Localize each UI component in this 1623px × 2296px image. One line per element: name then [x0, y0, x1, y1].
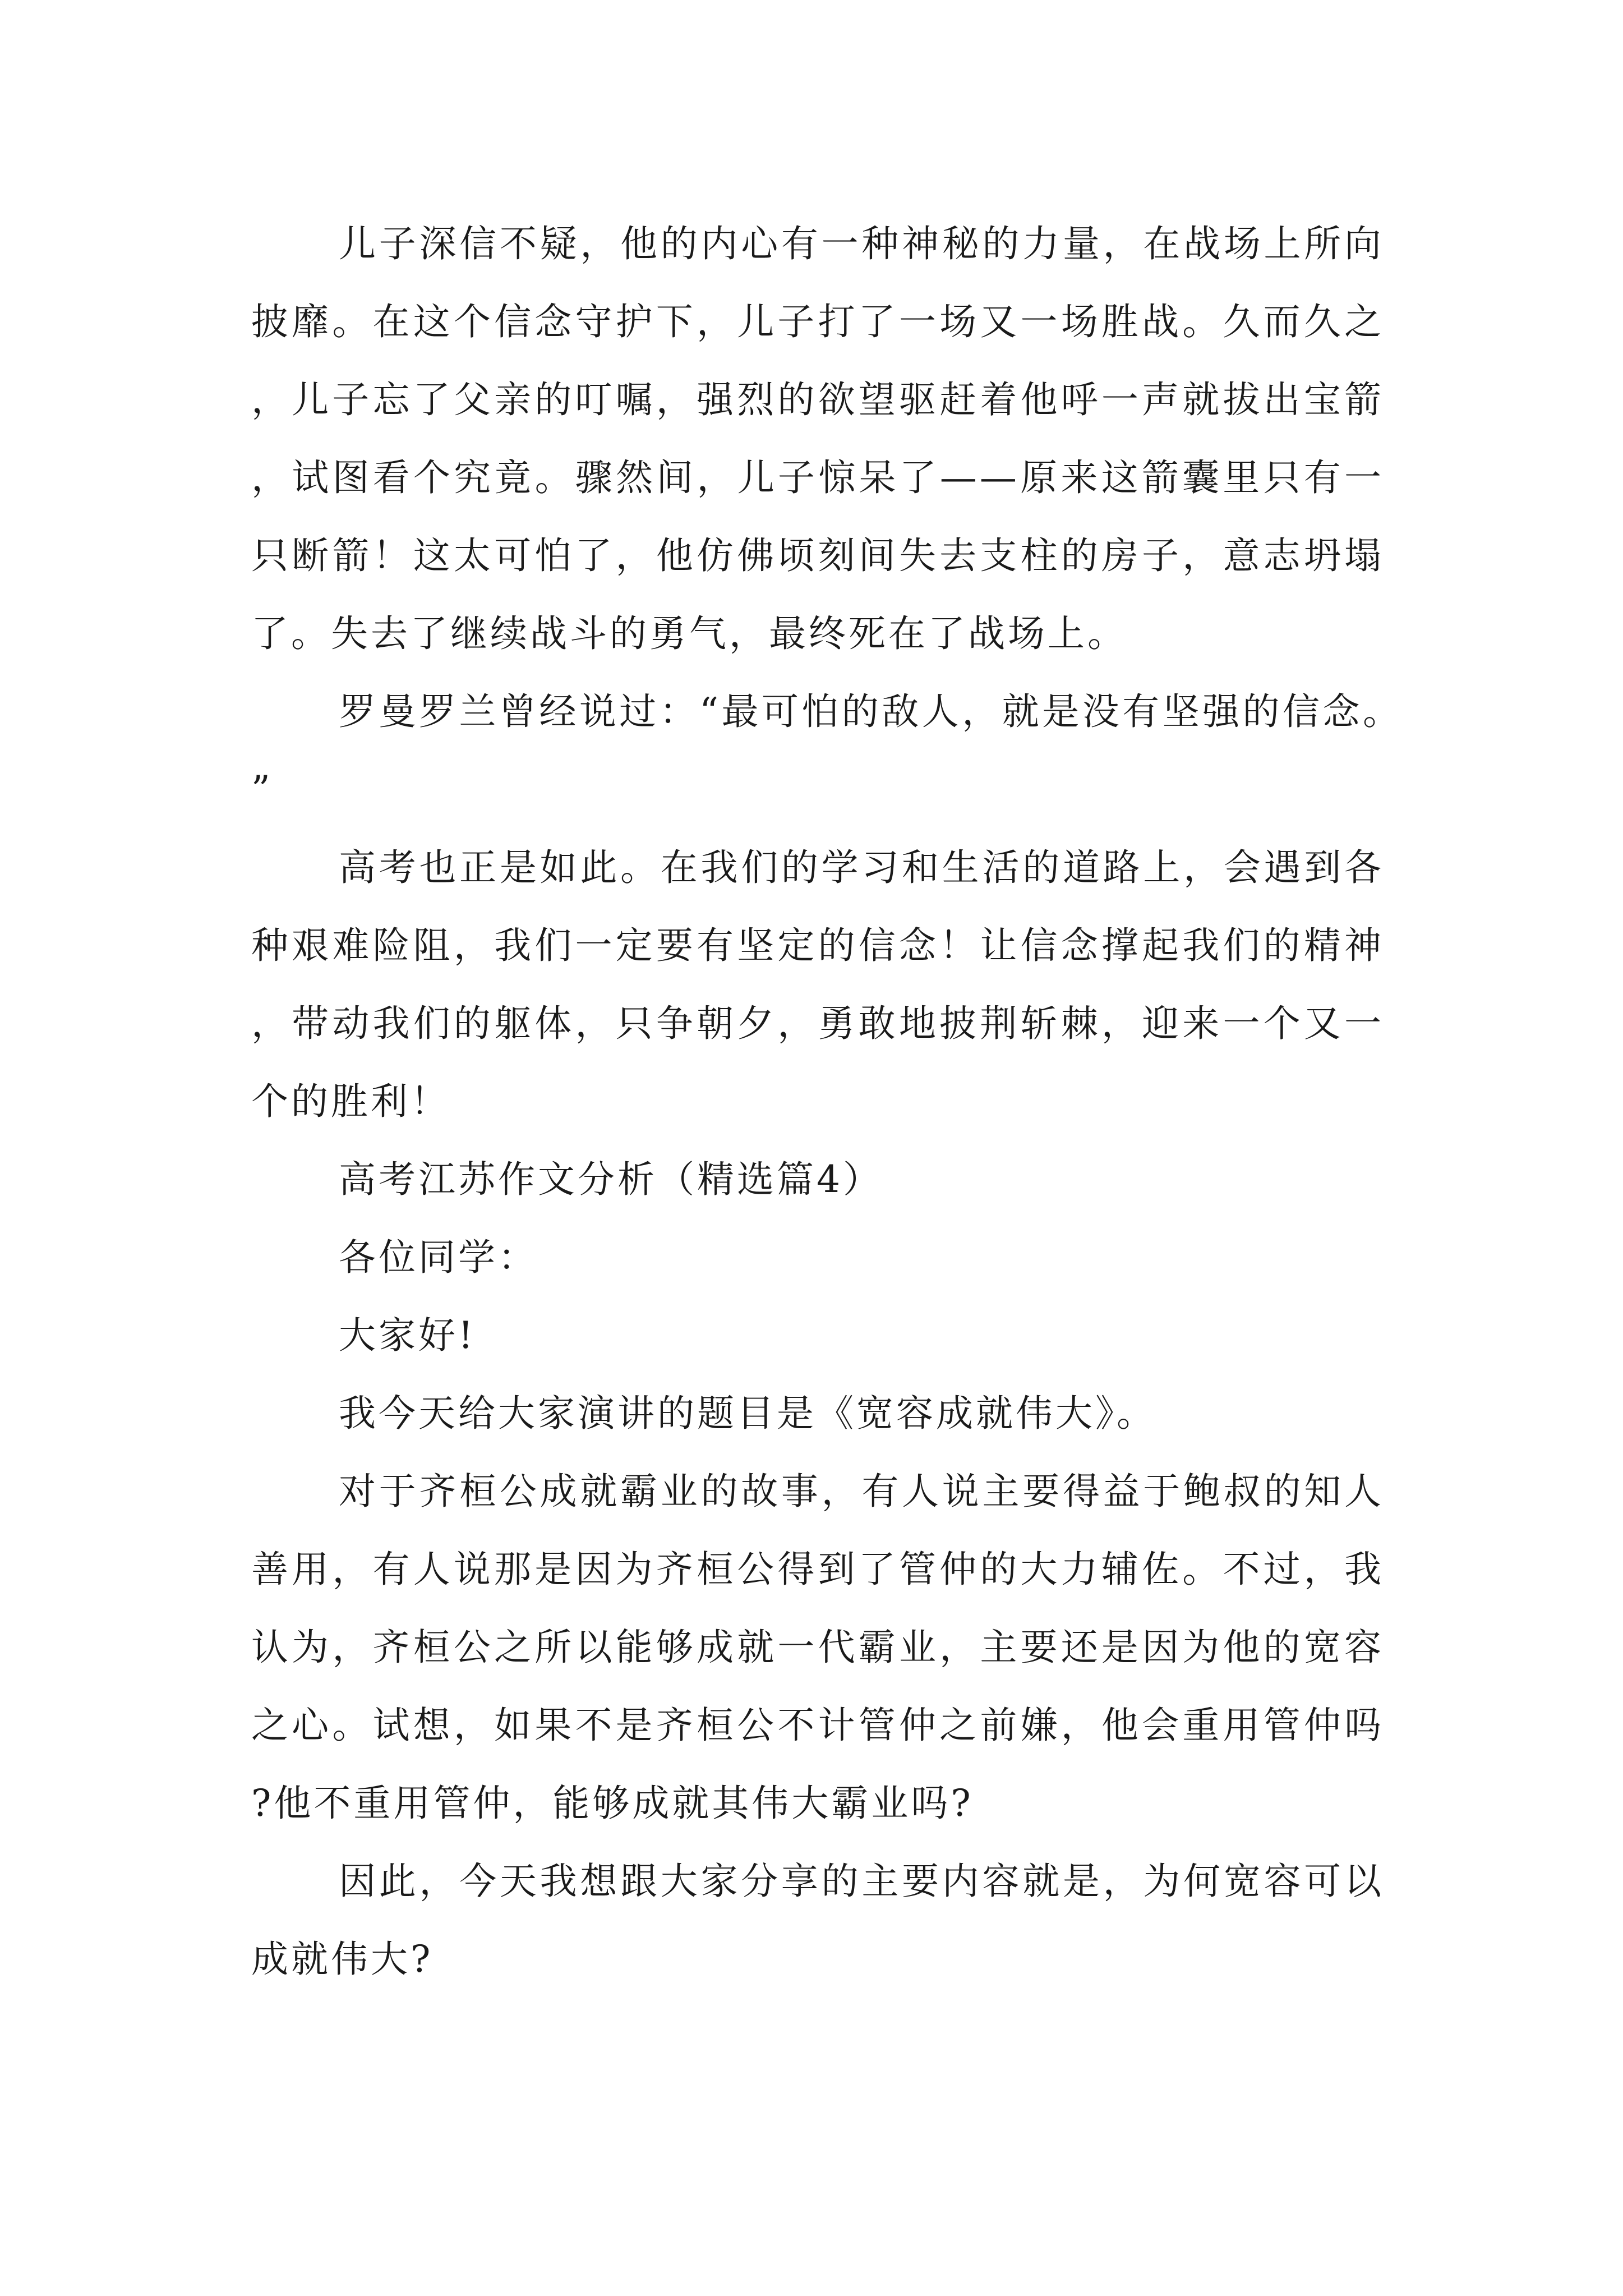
paragraph-speech-topic: 因此，今天我想跟大家分享的主要内容就是，为何宽容可以成就伟大?: [251, 1860, 1384, 1981]
section-heading-essay-4: 高考江苏作文分析（精选篇4）: [339, 1158, 883, 1201]
paragraph-greeting: 大家好!: [339, 1314, 476, 1357]
paragraph-broken-arrow-story: 儿子深信不疑，他的内心有一种神秘的力量，在战场上所向披靡。在这个信念守护下，儿子打了一场又一场胜战。久而久之，儿子忘了父亲的叮嘱，强烈的欲望驱赶着他呼一声就拔出宝箭，试图看个究竟。骤然间，儿子惊呆了——原来这箭囊里只有一只断箭！这太可怕了，他仿佛顷刻间失去支柱的房子，意志坍塌了。失去了继续战斗的勇气，最终死在了战场上。: [251, 222, 1384, 655]
paragraph-gaokao-belief: 高考也正是如此。在我们的学习和生活的道路上，会遇到各种艰难险阻，我们一定要有坚定的信念！让信念撑起我们的精神，带动我们的躯体，只争朝夕，勇敢地披荆斩棘，迎来一个又一个的胜利！: [251, 846, 1384, 1123]
paragraph-romain-rolland-quote: 罗曼罗兰曾经说过：“最可怕的敌人，就是没有坚强的信念。”: [251, 690, 1384, 811]
paragraph-duke-huan-story: 对于齐桓公成就霸业的故事，有人说主要得益于鲍叔的知人善用，有人说那是因为齐桓公得到了管仲的大力辅佐。不过，我认为，齐桓公之所以能够成就一代霸业，主要还是因为他的宽容之心。试想，如果不是齐桓公不计管仲之前嫌，他会重用管仲吗?他不重用管仲，能够成就其伟大霸业吗?: [251, 1470, 1384, 1825]
document-body: [251, 205, 1384, 1998]
paragraph-speech-title: 我今天给大家演讲的题目是《宽容成就伟大》。: [339, 1392, 1156, 1435]
paragraph-salutation: 各位同学：: [339, 1236, 538, 1279]
